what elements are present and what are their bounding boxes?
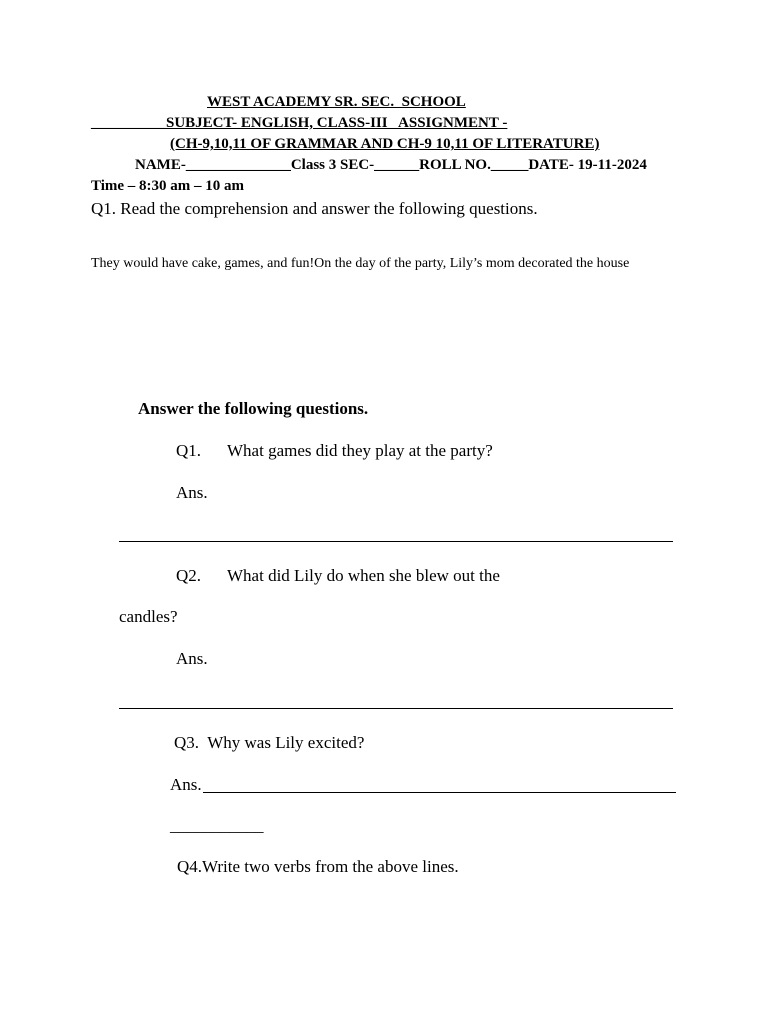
student-info-line: NAME-______________Class 3 SEC-______ROLL NO._____DATE- 19-11-2024 bbox=[135, 157, 647, 173]
question-1-text: What games did they play at the party? bbox=[227, 441, 493, 460]
subject-line: __________SUBJECT- ENGLISH, CLASS-III ASSIGNMENT - bbox=[91, 115, 508, 131]
question-2-text: What did Lily do when she blew out the bbox=[227, 566, 500, 585]
question-3-answer-line[interactable] bbox=[203, 792, 676, 793]
question-1-ans-label: Ans. bbox=[176, 483, 208, 502]
question-2-answer-line[interactable] bbox=[119, 708, 673, 709]
question-2-number: Q2. bbox=[176, 566, 202, 585]
question-1-answer-line[interactable] bbox=[119, 541, 673, 542]
question-2-ans-label: Ans. bbox=[176, 649, 208, 668]
question-2-continuation: candles? bbox=[119, 607, 178, 626]
question-3-extra-blank[interactable]: ___________ bbox=[170, 816, 264, 835]
question-3-ans-label: Ans. bbox=[170, 775, 202, 794]
question-3-text: Q3. Why was Lily excited? bbox=[174, 733, 365, 752]
time-line: Time – 8:30 am – 10 am bbox=[91, 178, 245, 194]
question-4-text: Q4.Write two verbs from the above lines. bbox=[177, 857, 459, 876]
comprehension-passage: They would have cake, games, and fun!On the day of the party, Lily’s mom decorated the house bbox=[91, 256, 630, 271]
comprehension-instruction: Q1. Read the comprehension and answer the following questions. bbox=[91, 199, 538, 218]
chapters-line: (CH-9,10,11 OF GRAMMAR AND CH-9 10,11 OF LITERATURE) bbox=[170, 136, 600, 152]
school-name: WEST ACADEMY SR. SEC. SCHOOL bbox=[207, 94, 466, 110]
question-1-number: Q1. bbox=[176, 441, 202, 460]
questions-heading: Answer the following questions. bbox=[138, 399, 369, 418]
